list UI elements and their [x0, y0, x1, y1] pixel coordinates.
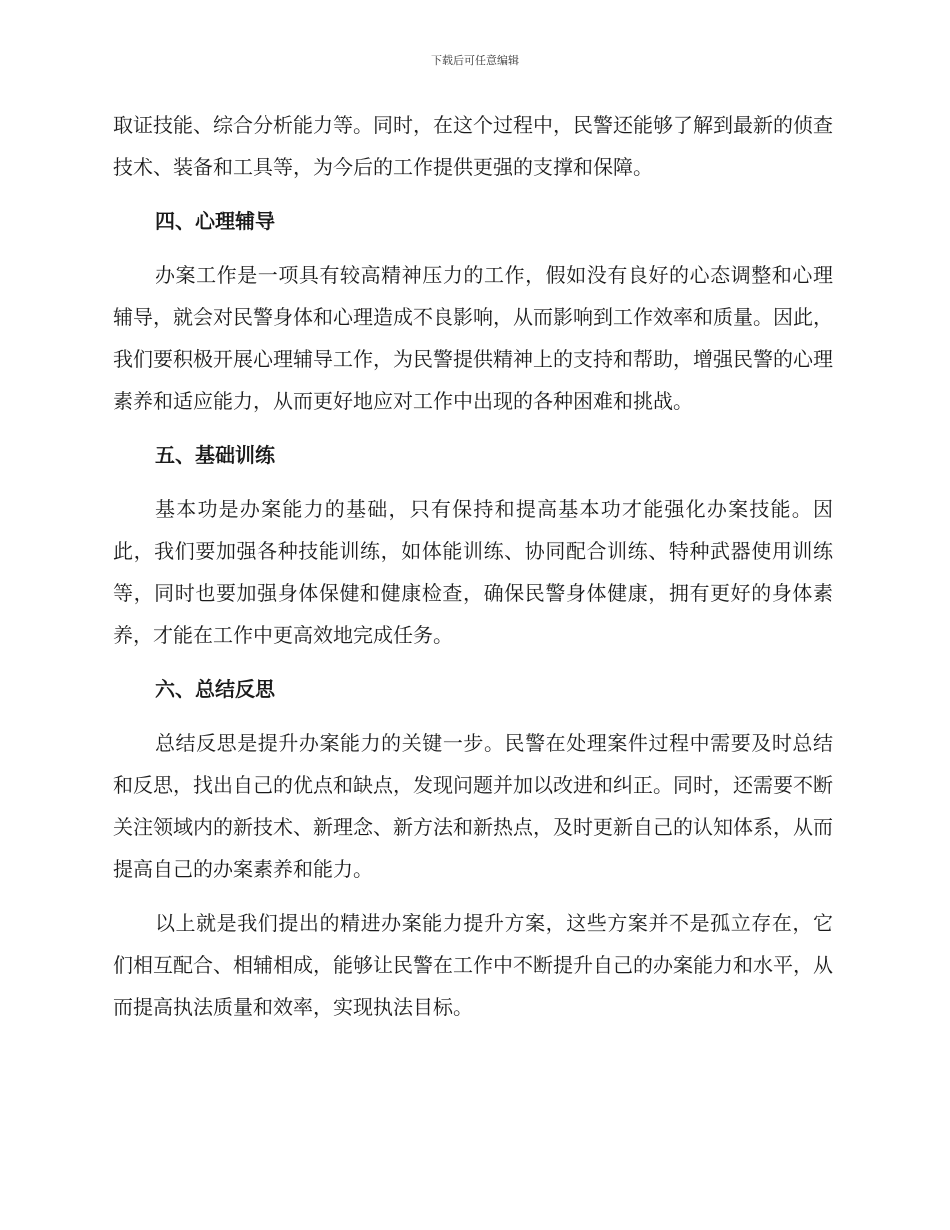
paragraph-conclusion: 以上就是我们提出的精进办案能力提升方案，这些方案并不是孤立存在，它们相互配合、相辅相成，能够让民警在工作中不断提升自己的办案能力和水平，从而提高执法质量和效率，实现执法目标。	[113, 911, 833, 1019]
paragraph-continued: 取证技能、综合分析能力等。同时，在这个过程中，民警还能够了解到最新的侦查技术、装备和工具等，为今后的工作提供更强的支撑和保障。	[113, 113, 833, 179]
section-heading-basic-training: 五、基础训练	[155, 443, 275, 467]
paragraph-summary-reflection: 总结反思是提升办案能力的关键一步。民警在处理案件过程中需要及时总结和反思，找出自己的优点和缺点，发现问题并加以改进和纠正。同时，还需要不断关注领域内的新技术、新理念、新方法和新热点，及时更新自己的认知体系，从而提高自己的办案素养和能力。	[113, 731, 833, 881]
page-header: 下载后可任意编辑	[431, 54, 519, 67]
paragraph-basic-training: 基本功是办案能力的基础，只有保持和提高基本功才能强化办案技能。因此，我们要加强各种技能训练，如体能训练、协同配合训练、特种武器使用训练等，同时也要加强身体保健和健康检查，确保民警身体健康，拥有更好的身体素养，才能在工作中更高效地完成任务。	[113, 497, 833, 647]
document-body	[113, 104, 833, 1040]
section-heading-summary-reflection: 六、总结反思	[155, 677, 275, 701]
section-heading-psychological-counseling: 四、心理辅导	[155, 209, 275, 233]
paragraph-psychological-counseling: 办案工作是一项具有较高精神压力的工作，假如没有良好的心态调整和心理辅导，就会对民警身体和心理造成不良影响，从而影响到工作效率和质量。因此，我们要积极开展心理辅导工作，为民警提供精神上的支持和帮助，增强民警的心理素养和适应能力，从而更好地应对工作中出现的各种困难和挑战。	[113, 263, 833, 413]
